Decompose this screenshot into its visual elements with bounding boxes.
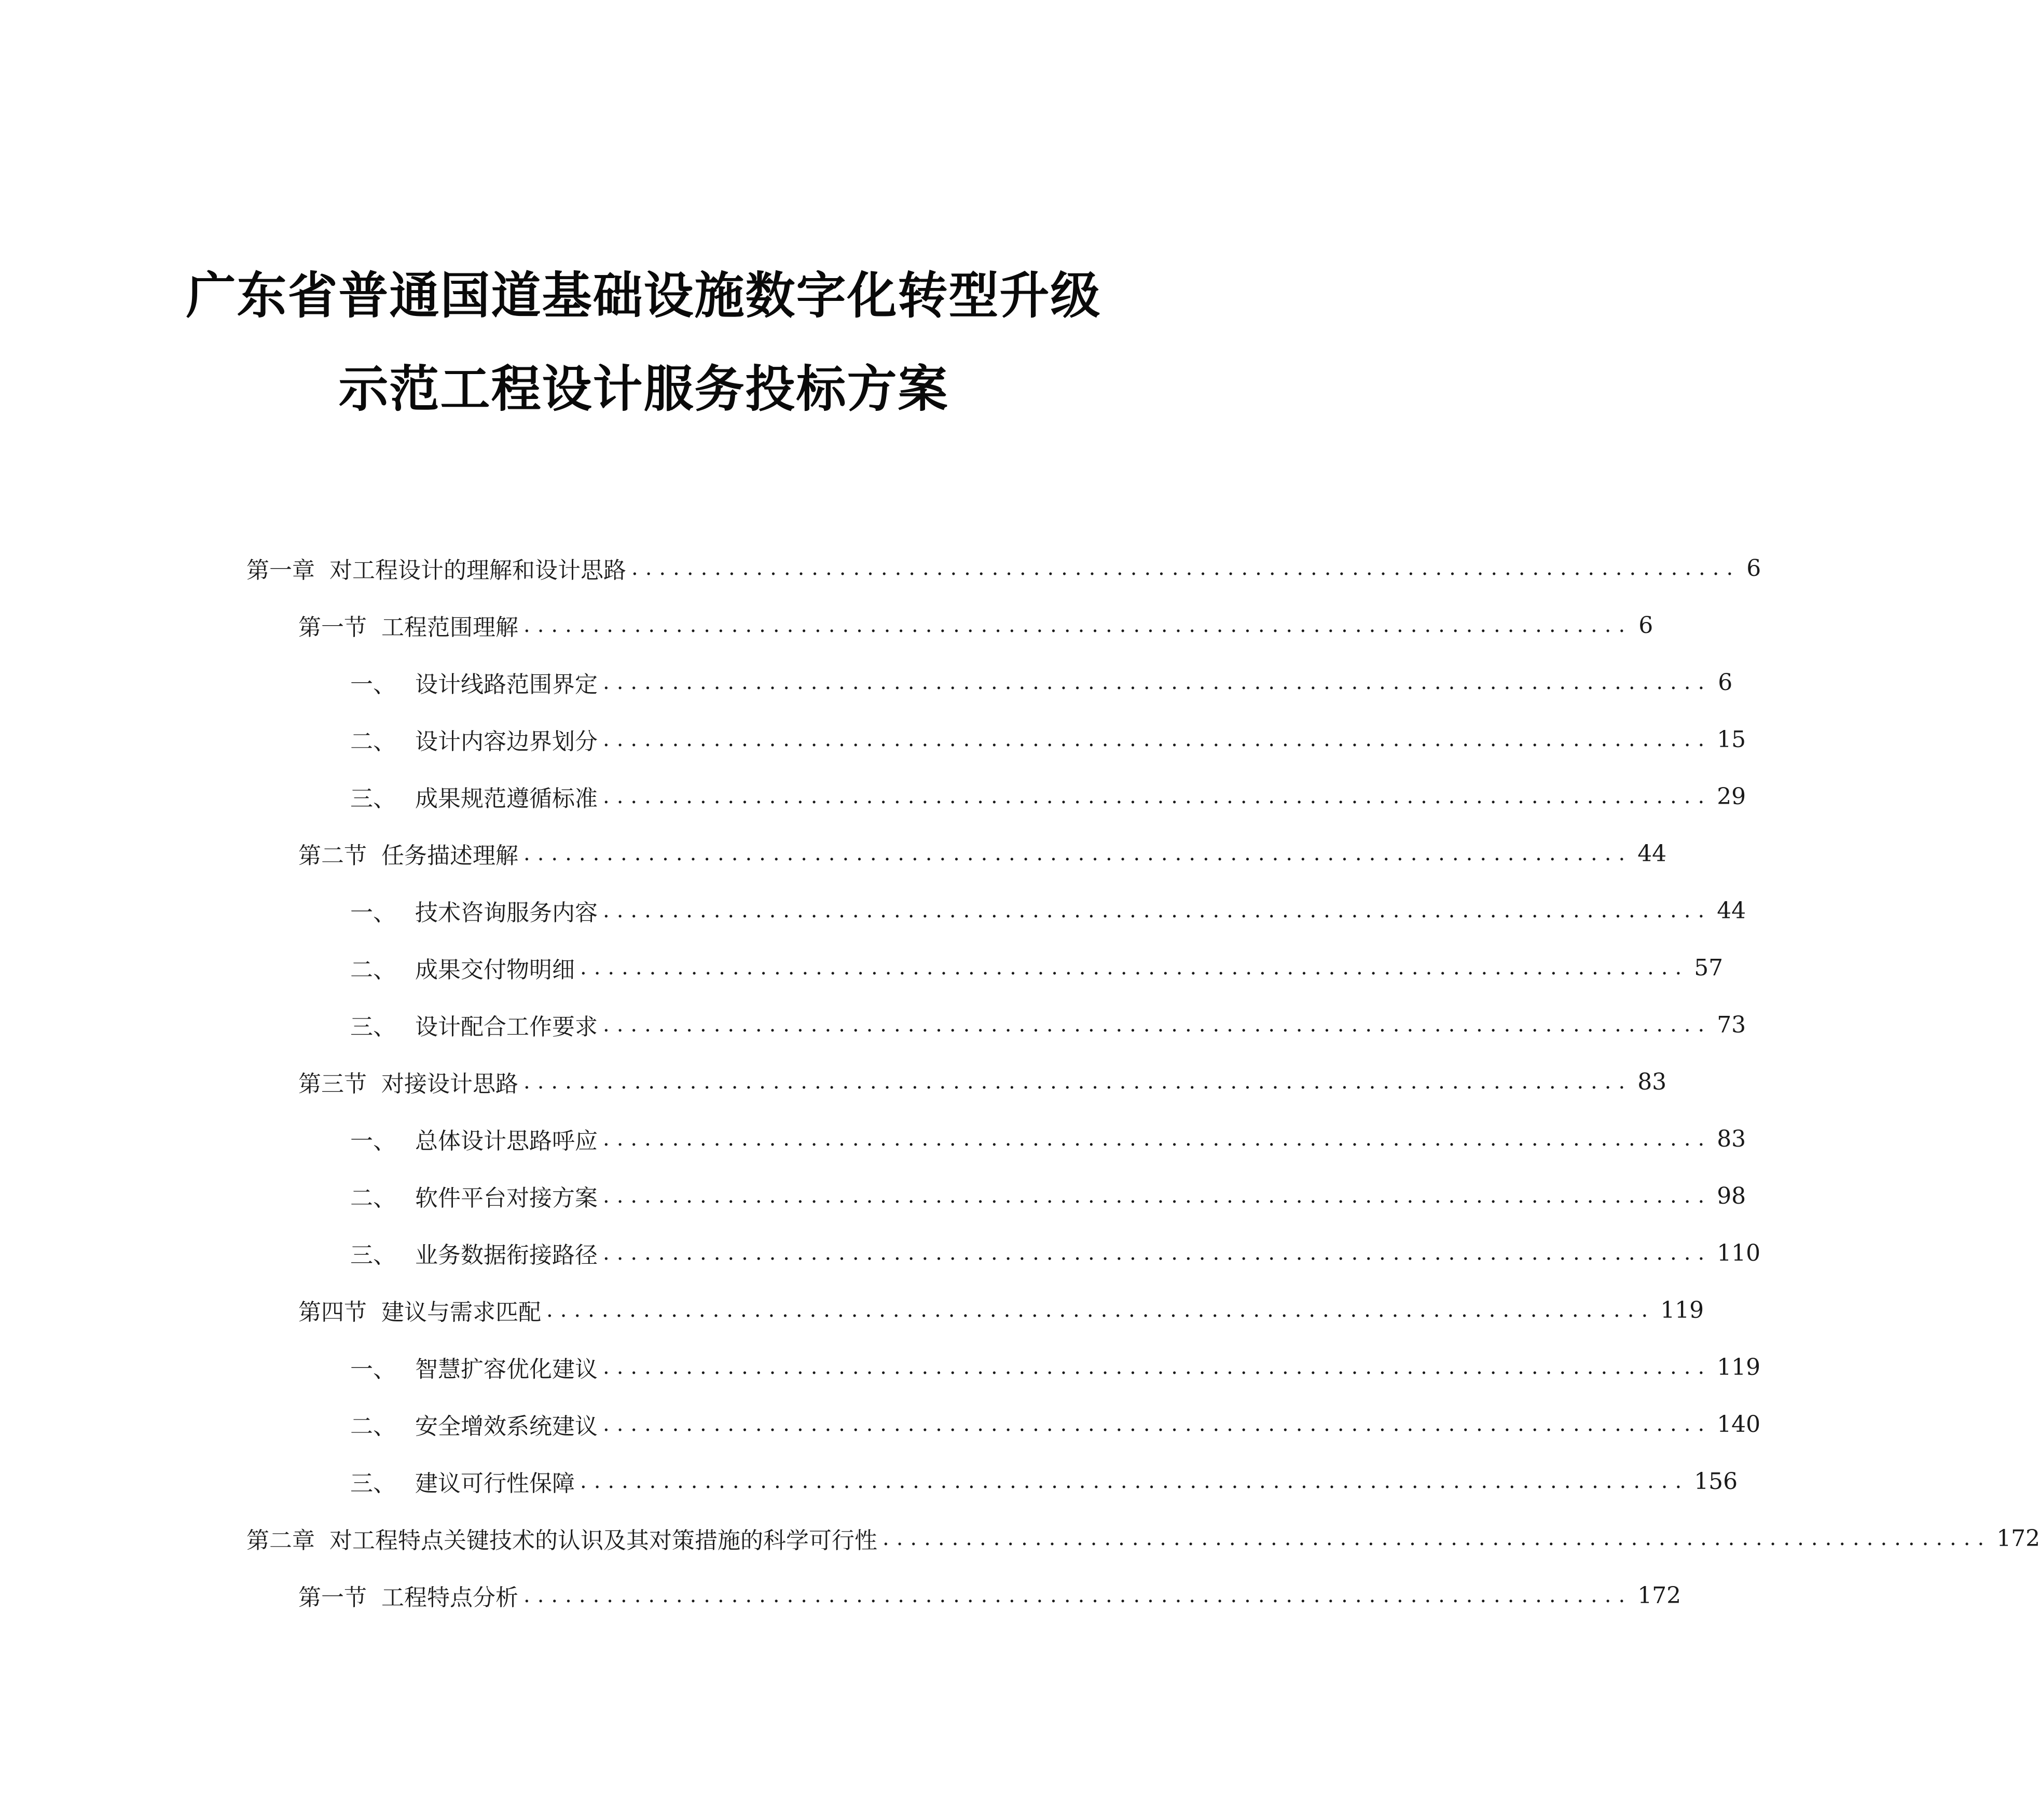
toc-page-number: 119 [1660, 1297, 1704, 1323]
toc-page-number: 172 [1637, 1582, 1681, 1609]
document-title-line-1: 广东省普通国道基础设施数字化转型升级 [186, 267, 1101, 325]
toc-entry-title: 建议与需求匹配 [381, 1299, 541, 1326]
toc-entry-number: 一、 [350, 900, 396, 926]
toc-page-number: 172 [1996, 1525, 2040, 1552]
toc-dot-leader: ................................................................................ [603, 1127, 1712, 1151]
toc-entry[interactable] [298, 1577, 1681, 1614]
toc-page-number: 98 [1717, 1182, 1746, 1209]
toc-dot-leader: ................................................................................ [523, 613, 1633, 637]
toc-page-number: 6 [1638, 612, 1653, 639]
toc-entry-title: 建议可行性保障 [415, 1470, 575, 1497]
toc-entry[interactable] [350, 1178, 1746, 1214]
toc-entry[interactable] [350, 949, 1724, 986]
toc-entry[interactable] [246, 1520, 2040, 1556]
toc-entry[interactable] [246, 550, 1761, 586]
toc-page-number: 44 [1637, 840, 1667, 867]
toc-entry-number: 三、 [350, 1470, 396, 1497]
toc-entry-number: 第四节 [298, 1299, 367, 1326]
toc-entry-title: 设计配合工作要求 [415, 1014, 598, 1040]
toc-entry-title: 任务描述理解 [381, 843, 518, 869]
toc-page-number: 140 [1717, 1411, 1761, 1438]
toc-entry-number: 第一节 [298, 614, 367, 641]
toc-page-number: 57 [1694, 954, 1724, 981]
toc-entry[interactable] [298, 1064, 1667, 1100]
toc-entry-title: 设计线路范围界定 [415, 671, 598, 698]
toc-entry-number: 二、 [350, 1185, 396, 1211]
toc-dot-leader: ................................................................................ [546, 1298, 1656, 1322]
toc-entry[interactable] [298, 835, 1667, 872]
toc-entry[interactable] [350, 1463, 1738, 1499]
toc-page-number: 6 [1746, 555, 1761, 582]
toc-entry[interactable] [350, 1006, 1746, 1043]
toc-entry-number: 一、 [350, 1128, 396, 1154]
toc-dot-leader: ................................................................................ [603, 1184, 1712, 1208]
toc-entry[interactable] [350, 1235, 1761, 1271]
toc-entry-number: 第三节 [298, 1071, 367, 1097]
toc-dot-leader: ................................................................................ [580, 1469, 1689, 1493]
toc-entry-title: 智慧扩容优化建议 [415, 1356, 598, 1383]
toc-entry-title: 对工程设计的理解和设计思路 [329, 557, 626, 584]
toc-entry-title: 对接设计思路 [381, 1071, 518, 1097]
toc-page-number: 156 [1694, 1468, 1738, 1495]
toc-page-number: 73 [1717, 1011, 1746, 1038]
table-of-contents [0, 550, 2040, 1691]
toc-entry-number: 三、 [350, 1242, 396, 1269]
toc-entry[interactable] [298, 607, 1653, 643]
toc-entry-number: 第二节 [298, 843, 367, 869]
toc-page-number: 83 [1637, 1068, 1667, 1095]
toc-dot-leader: ................................................................................ [523, 1070, 1633, 1094]
toc-entry-number: 一、 [350, 1356, 396, 1383]
toc-entry[interactable] [298, 1292, 1704, 1328]
toc-entry-title: 工程特点分析 [381, 1584, 518, 1611]
toc-page-number: 119 [1717, 1354, 1761, 1381]
toc-dot-leader: ................................................................................ [603, 670, 1712, 694]
toc-page-number: 44 [1717, 897, 1746, 924]
toc-page-number: 110 [1717, 1239, 1761, 1266]
toc-entry-number: 二、 [350, 728, 396, 755]
toc-dot-leader: ................................................................................ [603, 727, 1712, 751]
toc-dot-leader: ................................................................................ [883, 1526, 1992, 1550]
toc-entry[interactable] [350, 721, 1746, 757]
document-title-line-2: 示范工程设计服务投标方案 [338, 360, 949, 418]
toc-page-number: 29 [1717, 783, 1746, 810]
toc-dot-leader: ................................................................................ [523, 842, 1633, 865]
toc-entry-number: 三、 [350, 785, 396, 812]
toc-entry-title: 软件平台对接方案 [415, 1185, 598, 1211]
toc-entry-title: 成果交付物明细 [415, 957, 575, 983]
toc-dot-leader: ................................................................................ [631, 556, 1741, 580]
toc-entry-title: 工程范围理解 [381, 614, 518, 641]
toc-page-number: 6 [1718, 669, 1733, 696]
toc-entry[interactable] [350, 1349, 1761, 1385]
toc-entry-number: 第一节 [298, 1584, 367, 1611]
toc-entry-title: 对工程特点关键技术的认识及其对策措施的科学可行性 [329, 1527, 877, 1554]
toc-page-number: 15 [1717, 726, 1746, 753]
toc-entry[interactable] [350, 1121, 1746, 1157]
toc-dot-leader: ................................................................................ [523, 1583, 1633, 1607]
toc-dot-leader: ................................................................................ [603, 899, 1712, 922]
toc-entry-number: 一、 [350, 671, 396, 698]
toc-entry-number: 三、 [350, 1014, 396, 1040]
toc-dot-leader: ................................................................................ [580, 956, 1689, 980]
toc-entry-number: 第二章 [246, 1527, 315, 1554]
toc-entry-title: 技术咨询服务内容 [415, 900, 598, 926]
toc-dot-leader: ................................................................................ [603, 1412, 1712, 1436]
toc-entry-number: 第一章 [246, 557, 315, 584]
toc-entry[interactable] [350, 664, 1733, 700]
toc-entry-number: 二、 [350, 1413, 396, 1440]
toc-dot-leader: ................................................................................ [603, 1241, 1712, 1265]
toc-page-number: 83 [1717, 1125, 1746, 1152]
toc-dot-leader: ................................................................................ [603, 1355, 1712, 1379]
toc-dot-leader: ................................................................................ [603, 784, 1712, 808]
toc-entry[interactable] [350, 778, 1746, 815]
toc-entry-title: 设计内容边界划分 [415, 728, 598, 755]
toc-dot-leader: ................................................................................ [603, 1013, 1712, 1037]
toc-entry[interactable] [350, 892, 1746, 929]
toc-entry[interactable] [350, 1406, 1761, 1442]
toc-entry-title: 成果规范遵循标准 [415, 785, 598, 812]
toc-entry-title: 业务数据衔接路径 [415, 1242, 598, 1269]
toc-entry-number: 二、 [350, 957, 396, 983]
toc-entry-title: 总体设计思路呼应 [415, 1128, 598, 1154]
toc-entry-title: 安全增效系统建议 [415, 1413, 598, 1440]
